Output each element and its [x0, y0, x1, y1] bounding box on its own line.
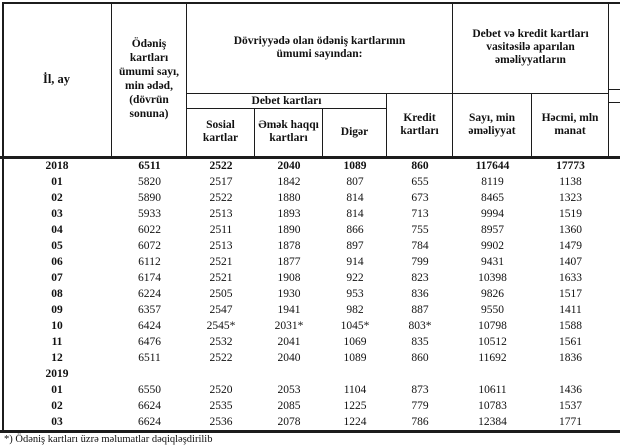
cell-value: [112, 366, 187, 382]
row-label: 03: [51, 416, 63, 428]
header-cell-cutoff-mid: [609, 90, 620, 103]
cell-value: 2031*: [274, 320, 304, 332]
cell-value: 117644: [475, 160, 510, 172]
cell-value: 1877: [277, 256, 301, 268]
table-row: [2, 158, 609, 174]
header-cell-operations-group: Debet və kredit kartları vasitəsilə aparılan əməliyyatların: [453, 2, 609, 94]
cell-value: 1878: [277, 240, 301, 252]
cell-value: 823: [411, 272, 429, 284]
cell-value: 6224: [138, 288, 161, 300]
cell-value: 6174: [138, 272, 161, 284]
header-cell-credit: Kredit kartları: [387, 94, 453, 157]
row-label: 02: [51, 400, 63, 412]
cell-value: 6550: [138, 384, 161, 396]
cell-value: 9994: [481, 208, 504, 220]
cell-value: 2041: [277, 336, 301, 348]
table-body: [2, 158, 609, 430]
table-row: [2, 190, 609, 206]
cell-value: 860: [411, 352, 429, 364]
cell-value: 10783: [478, 400, 507, 412]
header-cell-ops-volume: Həcmi, mln manat: [532, 94, 609, 157]
cell-value: 9902: [481, 240, 504, 252]
table-row: [2, 174, 609, 190]
cell-value: 713: [411, 208, 429, 220]
cell-value: 897: [346, 240, 364, 252]
cell-value: 673: [411, 192, 429, 204]
row-label: 11: [51, 336, 63, 348]
table-row: [2, 270, 609, 286]
cell-value: 2040: [277, 160, 301, 172]
cell-value: 1323: [559, 192, 582, 204]
cell-value: 1045*: [340, 320, 370, 332]
cell-value: 2536: [209, 416, 233, 428]
cell-value: 2520: [209, 384, 233, 396]
cell-value: 1941: [277, 304, 301, 316]
table-row: [2, 366, 609, 382]
cell-value: 2505: [209, 288, 233, 300]
cell-value: 1436: [559, 384, 582, 396]
cell-value: 803*: [408, 320, 432, 332]
row-label: 06: [51, 256, 63, 268]
cell-value: 1633: [559, 272, 582, 284]
cell-value: 2545*: [206, 320, 236, 332]
table-bottom-rule: [0, 430, 620, 433]
cell-value: 1517: [559, 288, 582, 300]
cell-value: 835: [411, 336, 429, 348]
cell-value: 1104: [343, 384, 367, 396]
cell-value: 2053: [277, 384, 301, 396]
row-label: 10: [51, 320, 63, 332]
row-label: 01: [51, 384, 63, 396]
header-cell-debit-group: Debet kartları: [187, 94, 387, 109]
cell-value: 1407: [559, 256, 582, 268]
cell-value: [453, 366, 532, 382]
cell-value: 1588: [559, 320, 582, 332]
cell-value: 6511: [138, 160, 161, 172]
header-cell-total-cards: Ödəniş kartları ümumi sayı, min ədəd, (dövrün sonuna): [112, 2, 187, 156]
cell-value: 2547: [209, 304, 233, 316]
cell-value: 1225: [343, 400, 367, 412]
cell-value: [532, 366, 609, 382]
cell-value: 1880: [277, 192, 301, 204]
cell-value: [323, 366, 387, 382]
cell-value: 1089: [343, 352, 367, 364]
cell-value: 2513: [209, 208, 233, 220]
cell-value: 836: [411, 288, 429, 300]
header-cell-salary: Əmək haqqı kartları: [255, 108, 323, 156]
table-row: [2, 398, 609, 414]
cell-value: 2517: [209, 176, 233, 188]
header-cell-il-ay: İl, ay: [2, 2, 112, 156]
cell-value: 5890: [138, 192, 161, 204]
cell-value: 914: [346, 256, 364, 268]
cell-value: 2535: [209, 400, 233, 412]
cell-value: 2511: [209, 224, 233, 236]
cell-value: 2040: [277, 352, 301, 364]
cell-value: 1069: [343, 336, 367, 348]
cell-value: 17773: [556, 160, 585, 172]
row-label: 12: [51, 352, 63, 364]
cell-value: 1893: [277, 208, 301, 220]
header-cell-social: Sosial kartlar: [187, 108, 255, 156]
cell-value: 10512: [478, 336, 507, 348]
row-label: 05: [51, 240, 63, 252]
cell-value: 2521: [209, 272, 233, 284]
footnote: *) Ödəniş kartları üzrə məlumatlar dəqiqləşdirilib: [4, 434, 213, 445]
cell-value: 2513: [209, 240, 233, 252]
cell-value: 1771: [559, 416, 582, 428]
table-row: [2, 238, 609, 254]
cell-value: 1537: [559, 400, 582, 412]
table-row: [2, 414, 609, 430]
cell-value: 11692: [478, 352, 507, 364]
cell-value: 9550: [481, 304, 504, 316]
cell-value: 779: [411, 400, 429, 412]
table-row: [2, 206, 609, 222]
cell-value: 6511: [138, 352, 161, 364]
cell-value: 1089: [343, 160, 367, 172]
header-cell-cutoff-top: [609, 2, 620, 90]
table-row: [2, 350, 609, 366]
cell-value: 1411: [559, 304, 582, 316]
cell-value: 10798: [478, 320, 507, 332]
table-row: [2, 222, 609, 238]
cell-value: 6022: [138, 224, 161, 236]
cell-value: 10398: [478, 272, 507, 284]
cell-value: 953: [346, 288, 364, 300]
cell-value: 1561: [559, 336, 582, 348]
header-cell-other: Digər: [323, 108, 387, 156]
row-label: 09: [51, 304, 63, 316]
table-row: [2, 302, 609, 318]
cell-value: 9826: [481, 288, 504, 300]
row-label: 01: [51, 176, 63, 188]
cell-value: 922: [346, 272, 364, 284]
cell-value: 2522: [209, 192, 233, 204]
cell-value: 9431: [481, 256, 504, 268]
cell-value: 982: [346, 304, 364, 316]
cell-value: 799: [411, 256, 429, 268]
cell-value: 1836: [559, 352, 582, 364]
row-label: 2018: [45, 160, 69, 172]
cell-value: 1360: [559, 224, 582, 236]
row-label: 2019: [45, 368, 69, 380]
table-row: [2, 254, 609, 270]
cell-value: 1519: [559, 208, 582, 220]
header-cell-ops-count: Sayı, min əməliyyat: [453, 94, 532, 157]
cell-value: 10611: [478, 384, 507, 396]
cell-value: 2532: [209, 336, 233, 348]
cell-value: 2522: [209, 352, 233, 364]
cell-value: 1479: [559, 240, 582, 252]
cell-value: 1138: [559, 176, 582, 188]
cell-value: 6476: [138, 336, 161, 348]
cell-value: 2521: [209, 256, 233, 268]
cell-value: 1224: [343, 416, 367, 428]
cell-value: 6072: [138, 240, 161, 252]
cell-value: 6424: [138, 320, 161, 332]
cell-value: 2078: [277, 416, 301, 428]
cell-value: 784: [411, 240, 429, 252]
table-row: [2, 318, 609, 334]
cell-value: 1842: [277, 176, 301, 188]
cell-value: 655: [411, 176, 429, 188]
cell-value: 5820: [138, 176, 161, 188]
row-label: 04: [51, 224, 63, 236]
cell-value: [187, 366, 255, 382]
cell-value: 887: [411, 304, 429, 316]
row-label: 02: [51, 192, 63, 204]
cell-value: [387, 366, 453, 382]
header-cell-circulation-group: Dövriyyədə olan ödəniş kartlarının ümumi sayından:: [187, 2, 453, 94]
row-label: 03: [51, 208, 63, 220]
table-row: [2, 334, 609, 350]
cell-value: 1908: [277, 272, 301, 284]
cell-value: 12384: [478, 416, 507, 428]
cell-value: 6357: [138, 304, 161, 316]
row-label: 07: [51, 272, 63, 284]
row-label: 08: [51, 288, 63, 300]
cell-value: 8465: [481, 192, 504, 204]
cell-value: [255, 366, 323, 382]
cell-value: 814: [346, 208, 364, 220]
cell-value: 2085: [277, 400, 301, 412]
cell-value: 1890: [277, 224, 301, 236]
cell-value: 2522: [209, 160, 233, 172]
cell-value: 814: [346, 192, 364, 204]
cell-value: 6624: [138, 400, 161, 412]
cell-value: 860: [411, 160, 429, 172]
table-row: [2, 382, 609, 398]
table-row: [2, 286, 609, 302]
cell-value: 6624: [138, 416, 161, 428]
cell-value: 755: [411, 224, 429, 236]
cell-value: 8957: [481, 224, 504, 236]
cell-value: 6112: [138, 256, 161, 268]
cell-value: 866: [346, 224, 364, 236]
cell-value: 873: [411, 384, 429, 396]
cell-value: 8119: [481, 176, 504, 188]
cell-value: 786: [411, 416, 429, 428]
cell-value: 5933: [138, 208, 161, 220]
cell-value: 807: [346, 176, 364, 188]
cell-value: 1930: [277, 288, 301, 300]
